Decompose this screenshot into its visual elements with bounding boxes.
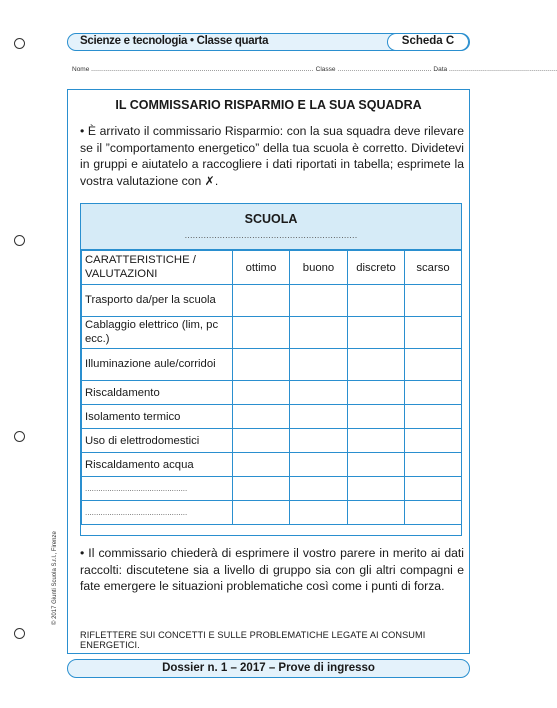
column-header-discreto: discreto [348,251,405,285]
rating-cell[interactable] [348,429,405,453]
closing-paragraph: • Il commissario chiederà di esprimere il vostro parere in merito ai dati raccolti: discutetene sia a livello di gruppo sia con gli altri compagni e fate emergere le situazioni problematiche così come i punti di forza. [80,546,464,593]
nome-label: Nome [72,66,90,73]
classe-label: Classe [315,66,336,73]
rating-cell[interactable] [405,453,462,477]
binder-hole-3 [14,431,25,442]
rating-cell[interactable] [290,317,348,349]
rating-cell[interactable] [233,381,290,405]
table-row [82,453,462,477]
rating-cell[interactable] [290,429,348,453]
rating-cell[interactable] [405,317,462,349]
rating-cell[interactable] [233,453,290,477]
row-label: Illuminazione aule/corridoi [82,349,233,381]
table-row [82,477,462,501]
rating-cell[interactable] [290,501,348,525]
column-header-row [82,251,462,285]
rating-cell[interactable] [405,285,462,317]
row-label-blank[interactable]: .............................................. [82,477,233,501]
row-label: Riscaldamento acqua [82,453,233,477]
table-title: SCUOLA [244,212,298,226]
rating-cell[interactable] [405,477,462,501]
evaluation-table [80,203,462,536]
table-row [82,501,462,525]
worksheet-title: IL COMMISSARIO RISPARMIO E LA SUA SQUADRA [115,98,422,112]
nome-field[interactable]: ............................................................................................................... [91,66,314,73]
row-label: Trasporto da/per la scuola [82,285,233,317]
rating-cell[interactable] [348,317,405,349]
table-row [82,405,462,429]
rating-cell[interactable] [290,285,348,317]
data-field[interactable]: ...................................................... [448,66,557,73]
rating-cell[interactable] [405,405,462,429]
table-row [82,285,462,317]
row-label: Uso di elettrodomestici [82,429,233,453]
student-fields [72,66,557,73]
rating-cell[interactable] [290,405,348,429]
data-label: Data [433,66,448,73]
copyright-notice: © 2017 Giunti Scuola S.r.l., Firenze [52,531,58,625]
rating-cell[interactable] [290,453,348,477]
rating-cell[interactable] [405,429,462,453]
reflection-note: RIFLETTERE SUI CONCETTI E SULLE PROBLEMATICHE LEGATE AI CONSUMI ENERGETICI. [80,630,426,650]
table-row [82,349,462,381]
rating-cell[interactable] [348,453,405,477]
column-header-characteristics: CARATTERISTICHE / VALUTAZIONI [82,251,233,285]
binder-hole-1 [14,38,25,49]
rating-cell[interactable] [348,477,405,501]
rating-cell[interactable] [348,405,405,429]
binder-hole-2 [14,235,25,246]
rating-cell[interactable] [233,501,290,525]
school-name-field[interactable]: ................................................................ [184,230,358,240]
rating-cell[interactable] [348,381,405,405]
rating-cell[interactable] [290,349,348,381]
rating-cell[interactable] [233,429,290,453]
column-header-ottimo: ottimo [233,251,290,285]
rating-cell[interactable] [348,349,405,381]
subject-title: Scienze e tecnologia • Classe quarta [80,35,269,47]
rating-cell[interactable] [233,285,290,317]
rating-cell[interactable] [405,381,462,405]
row-label: Isolamento termico [82,405,233,429]
rating-cell[interactable] [233,477,290,501]
rating-cell[interactable] [233,317,290,349]
rating-cell[interactable] [405,349,462,381]
rating-cell[interactable] [290,381,348,405]
evaluation-grid [81,250,462,525]
table-row [82,429,462,453]
worksheet-frame [67,89,470,654]
footer-bar: Dossier n. 1 – 2017 – Prove di ingresso [67,659,470,678]
rating-cell[interactable] [233,349,290,381]
row-label: Riscaldamento [82,381,233,405]
intro-paragraph: • È arrivato il commissario Risparmio: con la sua squadra deve rilevare se il ”comportamento energetico” della tua scuola è corretto. Dividetevi in gruppi e aiutatelo a raccogliere i dati riportati in tabella; esprimete la vostra valutazione con ✗. [80,124,464,188]
rating-cell[interactable] [348,285,405,317]
table-row [82,381,462,405]
row-label: Cablaggio elettrico (lim, pc ecc.) [82,317,233,349]
row-label-blank[interactable]: .............................................. [82,501,233,525]
rating-cell[interactable] [233,405,290,429]
column-header-buono: buono [290,251,348,285]
table-row [82,317,462,349]
rating-cell[interactable] [348,501,405,525]
classe-field[interactable]: ............................................... [337,66,432,73]
rating-cell[interactable] [290,477,348,501]
column-header-scarso: scarso [405,251,462,285]
table-header-band [81,204,461,250]
scheda-badge: Scheda C [387,33,469,51]
rating-cell[interactable] [405,501,462,525]
binder-hole-4 [14,628,25,639]
header-bar [67,33,470,51]
